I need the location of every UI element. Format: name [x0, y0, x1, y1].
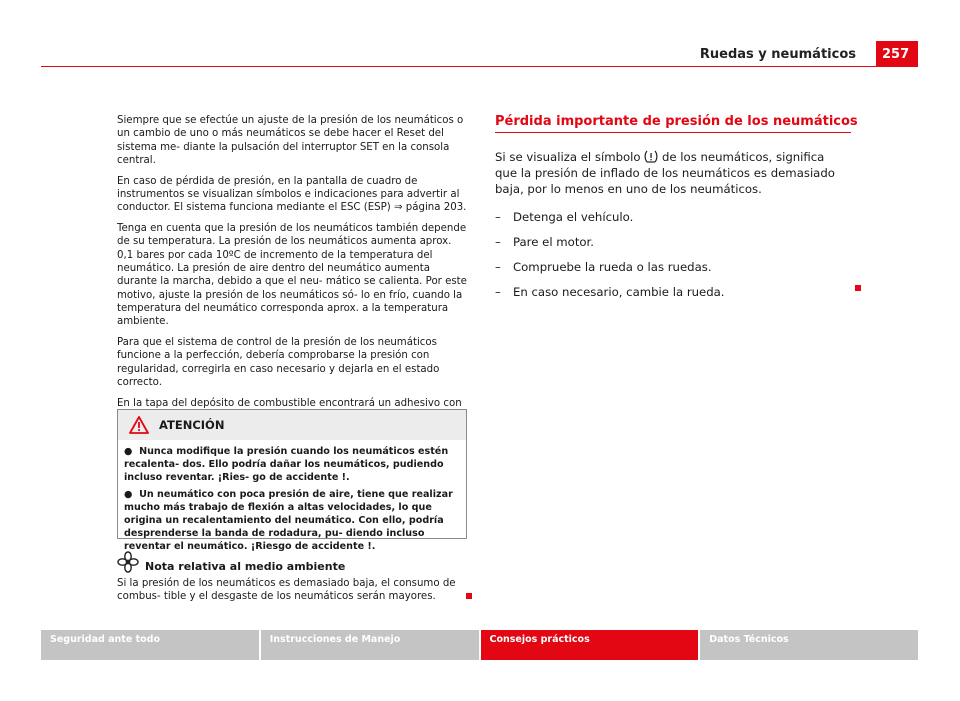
right-column [495, 114, 865, 309]
footer-nav [41, 630, 918, 660]
environment-note-text: Si la presión de los neumáticos es demasiado baja, el consumo de combus- tible y el desgaste de los neumáticos serán mayores. [117, 578, 456, 603]
tab-seguridad[interactable]: Seguridad ante todo [41, 630, 259, 660]
tab-datos-tecnicos[interactable]: Datos Técnicos [700, 630, 918, 660]
warning-header [118, 410, 466, 440]
section-end-mark [855, 285, 861, 291]
section-title-rule [495, 132, 851, 133]
step-item: – En caso necesario, cambie la rueda. [495, 285, 725, 299]
section-intro: Si se visualiza el símbolo de los neumáticos, significa que la presión de inflado de los neumáticos es demasiado baja, por lo menos en uno de los neumáticos. [495, 150, 835, 196]
environment-note-header [117, 551, 345, 573]
warning-body [118, 440, 466, 553]
tab-consejos[interactable]: Consejos prácticos [481, 630, 699, 660]
tire-pressure-icon [644, 150, 658, 163]
paragraph: Tenga en cuenta que la presión de los neumáticos también depende de su temperatura. La presión de los neumáticos aumenta aprox. 0,1 bares por cada 10ºC de incremento de la temperatura del neumático. La presión de aire dentro del neumático aumenta durante la marcha, debido a que el neu- mático se calienta. Por este motivo, ajuste la presión de los neumáticos só- lo en frío, cuando la temperatura del neumático corresponda aprox. a la temperatura ambiente. [117, 223, 467, 328]
warning-title: ATENCIÓN [159, 418, 225, 432]
left-column [117, 114, 469, 431]
warning-bullet: ● Nunca modifique la presión cuando los neumáticos estén recalenta- dos. Ello podría dañar los neumáticos, pudiendo incluso reventar. ¡Ries- go de accidente !. [124, 446, 449, 483]
header-rule [41, 66, 918, 67]
flower-icon [117, 551, 139, 573]
step-item: – Pare el motor. [495, 235, 595, 249]
warning-triangle-icon [129, 416, 149, 434]
step-item: – Detenga el vehículo. [495, 210, 634, 224]
step-item: – Compruebe la rueda o las ruedas. [495, 260, 712, 274]
environment-note-title: Nota relativa al medio ambiente [145, 560, 346, 573]
paragraph: En caso de pérdida de presión, en la pantalla de cuadro de instrumentos se visualizan símbolos e indicaciones para advertir al conductor. El sistema funciona mediante el ESC (ESP) ⇒ página 203. [117, 175, 467, 214]
paragraph: Para que el sistema de control de la presión de los neumáticos funcione a la perfección, debería comprobarse la presión con regularidad, corregirla en caso necesario y dejarla en el estado correcto. [117, 336, 440, 388]
tab-instrucciones[interactable]: Instrucciones de Manejo [261, 630, 479, 660]
page-number: 257 [876, 41, 918, 67]
warning-box [117, 409, 467, 552]
section-end-mark [466, 593, 472, 599]
warning-bullet: ● Un neumático con poca presión de aire, tiene que realizar mucho más trabajo de flexión a altas velocidades, lo que origina un recalentamiento del neumático. Con ello, podría desprenderse la banda de rodadura, pu- diendo incluso reventar el neumático. ¡Riesgo de accidente !. [124, 489, 453, 552]
running-header-title: Ruedas y neumáticos [699, 47, 856, 62]
section-title: Pérdida importante de presión de los neumáticos [495, 114, 858, 129]
paragraph: Siempre que se efectúe un ajuste de la presión de los neumáticos o un cambio de uno o más neumáticos se debe hacer el Reset del sistema me- diante la pulsación del interruptor SET en la consola central. [117, 115, 464, 166]
paragraph: En la tapa del depósito de combustible encontrará un adhesivo con [117, 397, 462, 409]
